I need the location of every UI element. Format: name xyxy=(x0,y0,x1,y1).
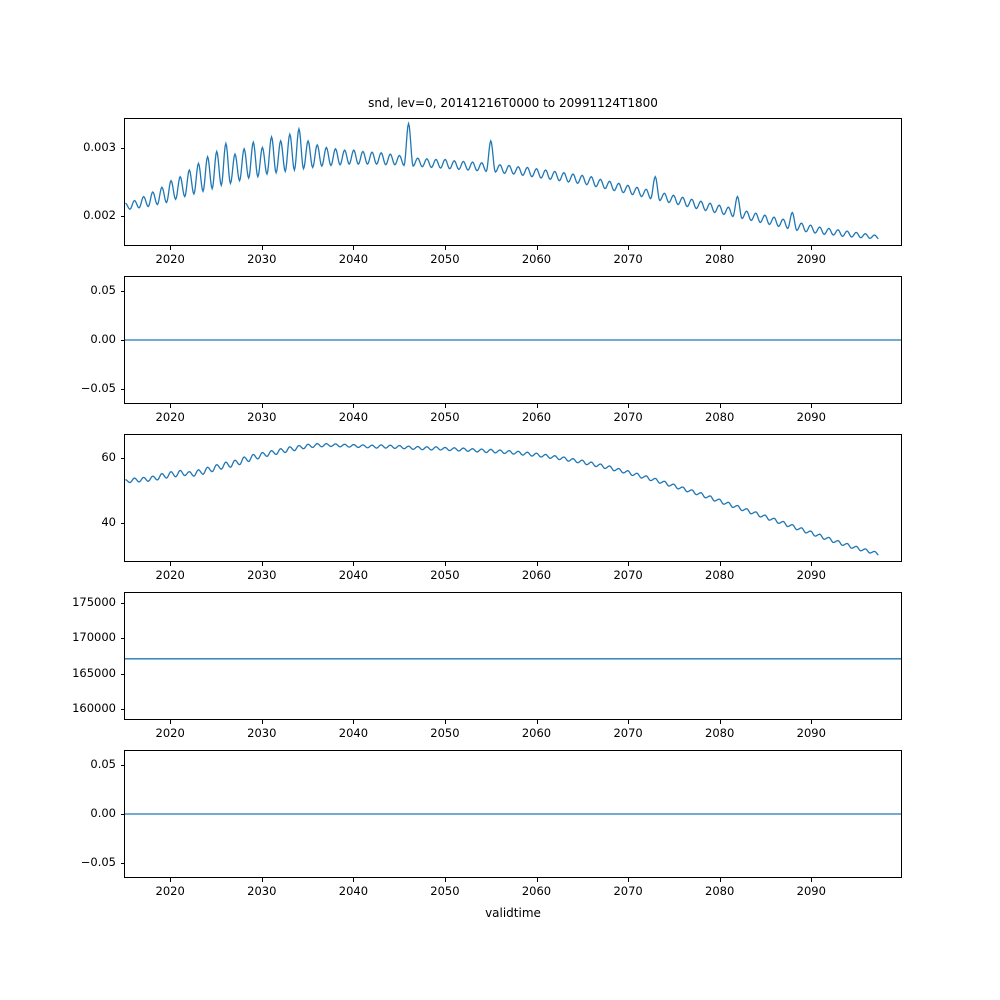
ytick-mark xyxy=(121,216,125,217)
subplot-fieldmax xyxy=(124,434,902,562)
xtick-label: 2050 xyxy=(430,568,460,582)
xtick-label: 2020 xyxy=(155,884,185,898)
ytick-mark xyxy=(121,523,125,524)
xtick-label: 2040 xyxy=(338,252,369,266)
xtick-label: 2050 xyxy=(430,410,460,424)
ytick-label: 0.00 xyxy=(90,806,116,820)
xtick-mark xyxy=(353,246,354,250)
ytick-label: 0.05 xyxy=(90,756,116,771)
xtick-mark xyxy=(537,562,538,566)
ytick-label: 0.003 xyxy=(83,140,116,155)
xtick-mark xyxy=(628,562,629,566)
xtick-mark xyxy=(262,404,263,408)
xtick-label: 2070 xyxy=(613,568,643,582)
xtick-mark xyxy=(445,720,446,724)
xlabel: validtime xyxy=(485,906,541,920)
xtick-mark xyxy=(628,878,629,882)
xtick-mark xyxy=(628,404,629,408)
xtick-label: 2050 xyxy=(430,726,460,740)
xtick-label: 2070 xyxy=(613,252,643,266)
xtick-label: 2080 xyxy=(705,410,735,424)
xtick-mark xyxy=(353,562,354,566)
xtick-label: 2080 xyxy=(705,252,735,266)
xtick-label: 2090 xyxy=(796,410,826,424)
xtick-label: 2060 xyxy=(521,252,552,266)
ytick-mark xyxy=(121,814,125,815)
ytick-label: 60 xyxy=(101,450,116,465)
xtick-mark xyxy=(537,878,538,882)
xtick-mark xyxy=(537,720,538,724)
xtick-mark xyxy=(537,404,538,408)
xtick-label: 2020 xyxy=(155,726,185,740)
ytick-label: 0.05 xyxy=(90,282,116,297)
line-fieldmean xyxy=(125,124,878,239)
xtick-label: 2050 xyxy=(430,252,460,266)
xtick-label: 2040 xyxy=(338,884,369,898)
xtick-mark xyxy=(537,246,538,250)
xtick-mark xyxy=(262,720,263,724)
subplot-nummasked xyxy=(124,592,902,720)
ytick-mark xyxy=(121,709,125,710)
line-fieldmax xyxy=(125,444,878,555)
ytick-label: 165000 xyxy=(72,665,116,680)
ytick-label: −0.05 xyxy=(80,381,116,396)
axes-frame-numnan xyxy=(124,750,902,878)
xtick-mark xyxy=(262,562,263,566)
xtick-mark xyxy=(353,720,354,724)
xtick-label: 2040 xyxy=(338,726,369,740)
xtick-label: 2070 xyxy=(613,884,643,898)
xtick-label: 2020 xyxy=(155,252,185,266)
xtick-mark xyxy=(170,404,171,408)
xtick-mark xyxy=(628,720,629,724)
subplot-fieldmin xyxy=(124,276,902,404)
xtick-label: 2060 xyxy=(521,568,552,582)
ytick-mark xyxy=(121,603,125,604)
xtick-mark xyxy=(811,720,812,724)
xtick-mark xyxy=(811,404,812,408)
subplot-numnan xyxy=(124,750,902,878)
xtick-mark xyxy=(811,246,812,250)
ytick-mark xyxy=(121,863,125,864)
axes-frame-fieldmin xyxy=(124,276,902,404)
xtick-label: 2080 xyxy=(705,568,735,582)
ytick-mark xyxy=(121,638,125,639)
axes-frame-fieldmax xyxy=(124,434,902,562)
xtick-label: 2030 xyxy=(247,884,277,898)
xtick-label: 2060 xyxy=(521,884,552,898)
ytick-label: 175000 xyxy=(72,594,116,609)
xtick-mark xyxy=(720,878,721,882)
xtick-label: 2020 xyxy=(155,568,185,582)
xtick-label: 2060 xyxy=(521,726,552,740)
xtick-mark xyxy=(811,878,812,882)
xtick-label: 2030 xyxy=(247,726,277,740)
xtick-label: 2070 xyxy=(613,410,643,424)
xtick-mark xyxy=(170,720,171,724)
xtick-mark xyxy=(720,404,721,408)
xtick-label: 2080 xyxy=(705,884,735,898)
ytick-label: 160000 xyxy=(72,701,116,716)
ytick-label: 0.00 xyxy=(90,332,116,346)
ytick-mark xyxy=(121,389,125,390)
subplot-fieldmean xyxy=(124,118,902,246)
xtick-mark xyxy=(445,878,446,882)
xtick-label: 2090 xyxy=(796,884,826,898)
ytick-mark xyxy=(121,291,125,292)
xtick-mark xyxy=(170,878,171,882)
xtick-mark xyxy=(628,246,629,250)
xtick-mark xyxy=(170,246,171,250)
xtick-mark xyxy=(720,562,721,566)
xtick-label: 2070 xyxy=(613,726,643,740)
xtick-mark xyxy=(445,562,446,566)
axes-frame-nummasked xyxy=(124,592,902,720)
ytick-mark xyxy=(121,148,125,149)
xtick-mark xyxy=(170,562,171,566)
xtick-label: 2040 xyxy=(338,568,369,582)
xtick-label: 2050 xyxy=(430,884,460,898)
xtick-mark xyxy=(811,562,812,566)
xtick-mark xyxy=(720,720,721,724)
xtick-label: 2030 xyxy=(247,252,277,266)
ytick-mark xyxy=(121,765,125,766)
xtick-label: 2090 xyxy=(796,252,826,266)
xtick-mark xyxy=(262,246,263,250)
figure-title: snd, lev=0, 20141216T0000 to 20991124T1800 xyxy=(368,96,658,110)
xtick-label: 2090 xyxy=(796,568,826,582)
xtick-label: 2020 xyxy=(155,410,185,424)
xtick-label: 2080 xyxy=(705,726,735,740)
xtick-mark xyxy=(445,246,446,250)
xtick-mark xyxy=(720,246,721,250)
ytick-label: 170000 xyxy=(72,630,116,645)
xtick-mark xyxy=(353,404,354,408)
ytick-label: 40 xyxy=(101,515,116,530)
xtick-label: 2060 xyxy=(521,410,552,424)
ytick-mark xyxy=(121,674,125,675)
xtick-label: 2030 xyxy=(247,568,277,582)
xtick-mark xyxy=(262,878,263,882)
ytick-mark xyxy=(121,340,125,341)
ytick-mark xyxy=(121,458,125,459)
ytick-label: −0.05 xyxy=(80,855,116,870)
ytick-label: 0.002 xyxy=(83,207,116,222)
xtick-label: 2030 xyxy=(247,410,277,424)
xtick-mark xyxy=(445,404,446,408)
axes-frame-fieldmean xyxy=(124,118,902,246)
xtick-mark xyxy=(353,878,354,882)
xtick-label: 2090 xyxy=(796,726,826,740)
xtick-label: 2040 xyxy=(338,410,369,424)
